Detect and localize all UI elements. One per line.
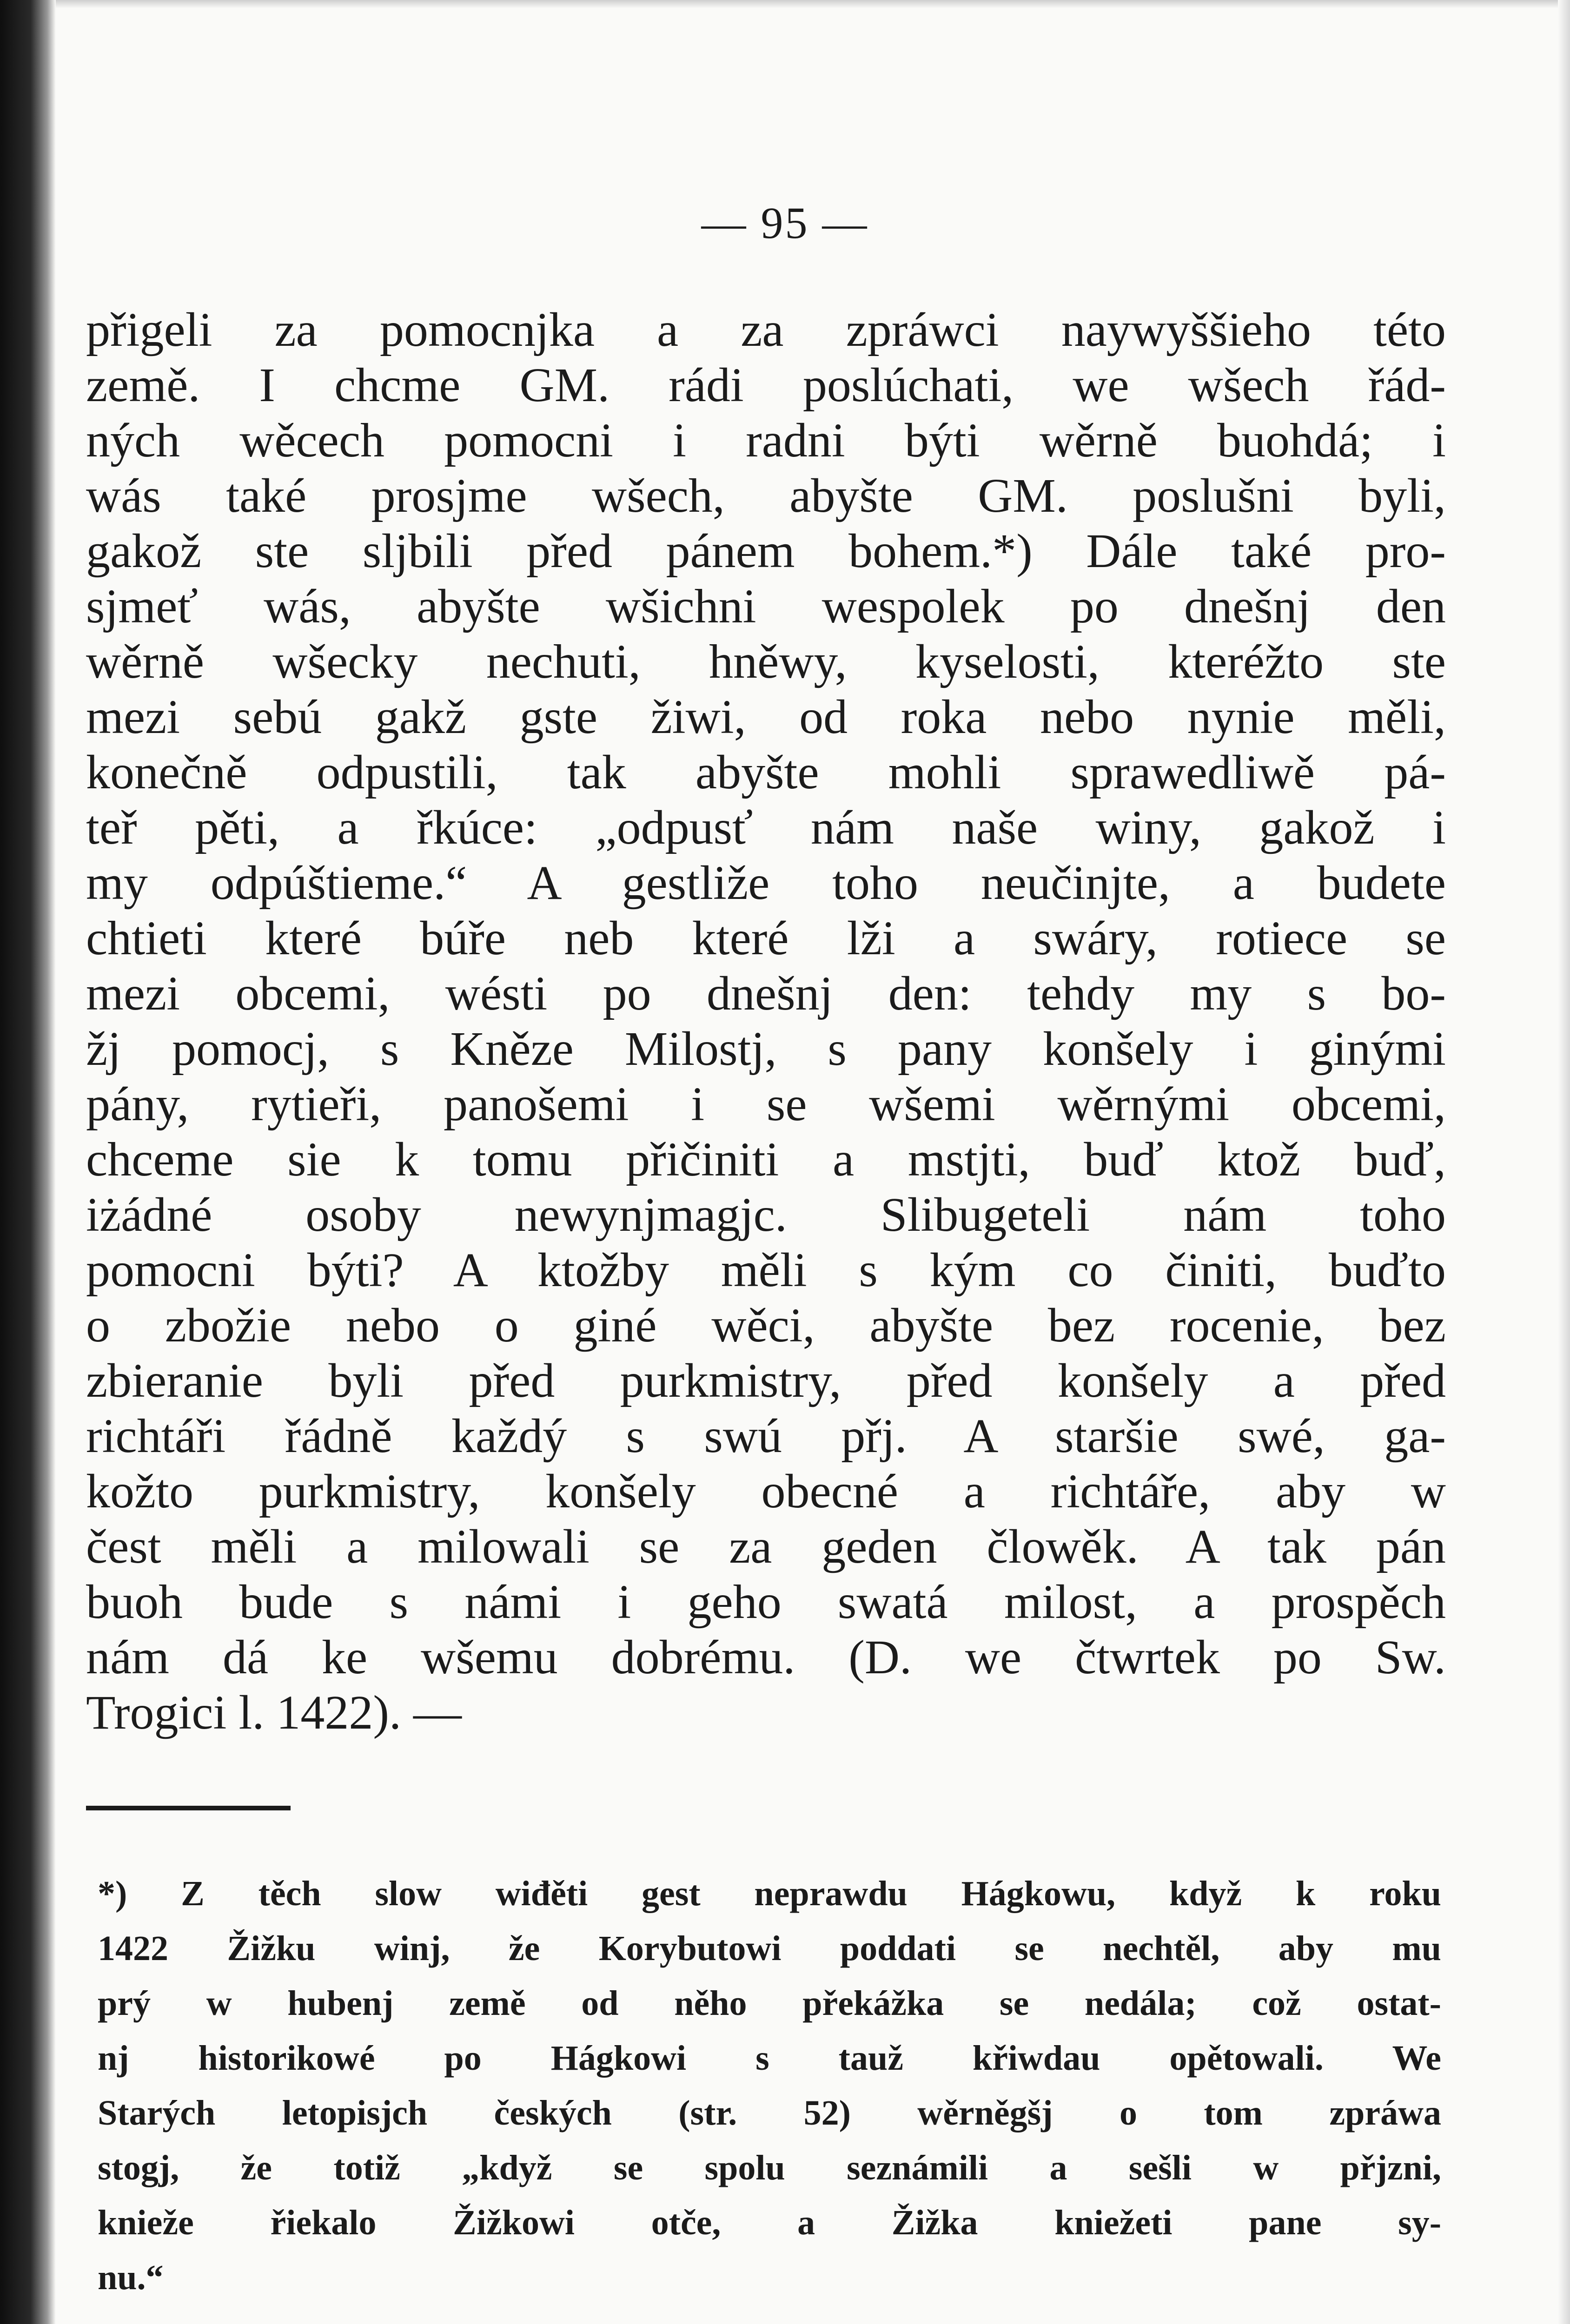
text-line: mezi sebú gakž gste žiwi, od roka nebo nynie měli, xyxy=(86,690,1446,744)
text-line: my odpúštieme.“ A gestliže toho neučinjte, a budete xyxy=(86,856,1446,910)
main-text xyxy=(86,302,1446,1740)
text-line: přigeli za pomocnjka a za zpráwci naywyššieho této xyxy=(86,303,1446,357)
text-line: wás také prosjme wšech, abyšte GM. poslušni byli, xyxy=(86,469,1446,522)
text-line: gakož ste sljbili před pánem bohem.*) Dále také pro- xyxy=(86,524,1446,578)
text-line: pány, rytieři, panošemi i se wšemi wěrnými obcemi, xyxy=(86,1077,1446,1131)
footnote-line: Starých letopisjch českých (str. 52) wěrněgšj o tom zpráwa xyxy=(98,2093,1441,2133)
text-line: teř pěti, a řkúce: „odpusť nám naše winy, gakož i xyxy=(86,801,1446,854)
footnote xyxy=(98,1866,1441,2305)
footnote-line: nu.“ xyxy=(98,2258,164,2297)
footnote-line: prý w hubenj země od něho překážka se nedála; což ostat- xyxy=(98,1984,1441,2023)
footnote-separator xyxy=(86,1806,291,1810)
text-line: sjmeť wás, abyšte wšichni wespolek po dnešnj den xyxy=(86,580,1446,633)
text-line: žj pomocj, s Kněze Milostj, s pany konšely i ginými xyxy=(86,1022,1446,1076)
text-line: pomocni býti? A ktožby měli s kým co činiti, buďto xyxy=(86,1243,1446,1297)
text-line: čest měli a milowali se za geden člowěk. A tak pán xyxy=(86,1520,1446,1573)
text-line: země. I chcme GM. rádi poslúchati, we wšech řád- xyxy=(86,358,1446,412)
text-line: konečně odpustili, tak abyšte mohli sprawedliwě pá- xyxy=(86,746,1446,799)
footnote-line: *) Z těch slow wiđěti gest neprawdu Hágkowu, když k roku xyxy=(98,1874,1441,1913)
text-line: chceme sie k tomu přičiniti a mstjti, buď ktož buď, xyxy=(86,1133,1446,1186)
text-line: kožto purkmistry, konšely obecné a richtáře, aby w xyxy=(86,1465,1446,1518)
text-line: wěrně wšecky nechuti, hněwy, kyselosti, kteréžto ste xyxy=(86,635,1446,688)
footnote-line: stogj, že totiž „když se spolu seznámili a sešli w přjzni, xyxy=(98,2148,1441,2187)
text-line: buoh bude s námi i geho swatá milost, a prospěch xyxy=(86,1575,1446,1629)
footnote-line: 1422 Žižku winj, že Korybutowi poddati se nechtěl, aby mu xyxy=(98,1929,1441,1968)
text-line: richtáři řádně každý s swú přj. A staršie swé, ga- xyxy=(86,1409,1446,1463)
text-line: o zbožie nebo o giné wěci, abyšte bez rocenie, bez xyxy=(86,1299,1446,1352)
text-line: mezi obcemi, wésti po dnešnj den: tehdy my s bo- xyxy=(86,967,1446,1020)
page-top-edge xyxy=(56,0,1570,8)
text-line: zbieranie byli před purkmistry, před konšely a před xyxy=(86,1354,1446,1407)
text-line: nám dá ke wšemu dobrému. (D. we čtwrtek po Sw. xyxy=(86,1631,1446,1684)
page-number: — 95 — xyxy=(701,198,869,248)
text-line: iżádné osoby newynjmagjc. Slibugeteli nám toho xyxy=(86,1188,1446,1241)
text-line: Trogici l. 1422). — xyxy=(86,1686,462,1739)
page-right-edge xyxy=(1558,0,1570,2324)
book-spine-shadow xyxy=(0,0,56,2324)
footnote-line: knieže řiekalo Žižkowi otče, a Žižka kniežeti pane sy- xyxy=(98,2203,1441,2242)
text-line: chtieti které búře neb které lži a swáry, rotiece se xyxy=(86,911,1446,965)
footnote-line: nj historikowé po Hágkowi s tauž křiwdau opětowali. We xyxy=(98,2039,1441,2078)
text-line: ných wěcech pomocni i radni býti wěrně buohdá; i xyxy=(86,414,1446,467)
